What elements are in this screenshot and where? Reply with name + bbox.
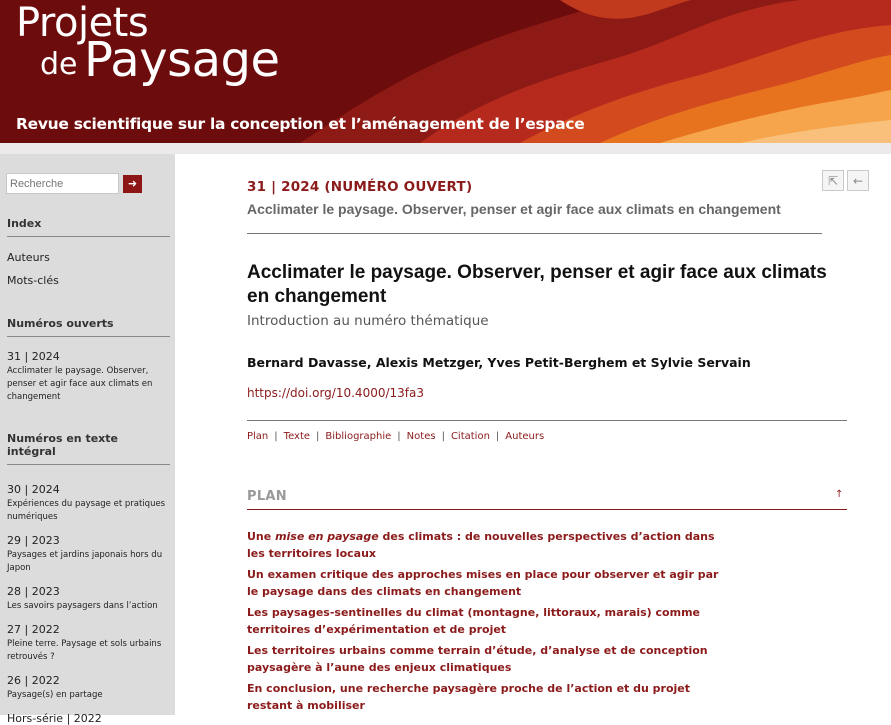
- index-link-authors[interactable]: Auteurs: [7, 251, 50, 264]
- issue-number[interactable]: 27 | 2022: [7, 623, 60, 636]
- divider: [247, 420, 847, 421]
- issue-number[interactable]: Hors-série | 2022: [7, 712, 102, 725]
- plan-item-text[interactable]: Un examen critique des approches mises en place pour observer et agir par le paysage dans des climats en changement: [247, 568, 719, 598]
- article-title: Acclimater le paysage. Observer, penser et agir face aux climats en changement: [247, 262, 827, 307]
- plan-item-text[interactable]: En conclusion, une recherche paysagère proche de l’action et du projet restant à mobiliser: [247, 682, 691, 712]
- article-subtitle: Introduction au numéro thématique: [247, 313, 489, 329]
- full-text-heading: Numéros en texte intégral: [7, 432, 170, 465]
- plan-divider: [247, 509, 847, 510]
- section-link-plan[interactable]: Plan: [247, 431, 269, 442]
- issue-title[interactable]: Paysage(s) en partage: [7, 690, 103, 700]
- index-section: [7, 217, 170, 287]
- search-input[interactable]: [6, 173, 119, 194]
- issue-title-heading[interactable]: Acclimater le paysage. Observer, penser et agir face aux climats en changement: [247, 201, 781, 217]
- plan-item[interactable]: [247, 642, 727, 676]
- issue-item[interactable]: [7, 674, 170, 702]
- section-links: [247, 431, 544, 442]
- issue-title[interactable]: Expériences du paysage et pratiques numériques: [7, 499, 166, 522]
- plan-item-emphasis[interactable]: mise en paysage: [275, 530, 379, 543]
- issue-number[interactable]: 29 | 2023: [7, 534, 60, 547]
- section-link-authors[interactable]: Auteurs: [505, 431, 545, 442]
- issue-item[interactable]: [7, 534, 170, 575]
- site-tagline: Revue scientifique sur la conception et l’aménagement de l’espace: [16, 115, 585, 133]
- plan-item-text[interactable]: Les paysages-sentinelles du climat (montagne, littoraux, marais) comme territoires d’expérimentation et de projet: [247, 606, 700, 636]
- plan-heading: PLAN: [247, 489, 287, 504]
- section-link-text[interactable]: Texte: [283, 431, 311, 442]
- issue-title[interactable]: Paysages et jardins japonais hors du Japon: [7, 550, 163, 573]
- full-text-issues-section: [7, 432, 170, 725]
- banner-divider: [0, 143, 891, 154]
- separator: |: [316, 431, 320, 442]
- plan-item[interactable]: [247, 604, 727, 638]
- section-link-citation[interactable]: Citation: [450, 431, 490, 442]
- plan-item-text[interactable]: des climats : de nouvelles perspectives d’action dans les territoires locaux: [247, 530, 715, 560]
- article-authors[interactable]: Bernard Davasse, Alexis Metzger, Yves Petit-Berghem et Sylvie Servain: [247, 355, 751, 370]
- section-link-notes[interactable]: Notes: [406, 431, 436, 442]
- arrow-right-icon: ➜: [127, 177, 138, 190]
- plan-item-text[interactable]: Les territoires urbains comme terrain d’étude, d’analyse et de conception paysagère à l’aune des enjeux climatiques: [247, 644, 708, 674]
- issue-number[interactable]: 26 | 2022: [7, 674, 60, 687]
- divider: [247, 233, 822, 234]
- logo-paysage[interactable]: Paysage: [84, 32, 280, 88]
- separator: |: [274, 431, 278, 442]
- logo-de[interactable]: de: [40, 47, 78, 82]
- plan-item[interactable]: [247, 528, 727, 562]
- open-issues-section: [7, 317, 170, 404]
- section-link-bibliography[interactable]: Bibliographie: [325, 431, 392, 442]
- go-up-icon[interactable]: ⇱: [822, 170, 844, 191]
- back-arrow-icon[interactable]: ←: [847, 170, 869, 191]
- sidebar: [0, 154, 175, 725]
- issue-number[interactable]: 31 | 2024: [7, 350, 60, 363]
- site-banner[interactable]: [0, 0, 891, 143]
- issue-number-heading[interactable]: 31 | 2024 (NUMÉRO OUVERT): [247, 179, 473, 195]
- issue-title[interactable]: Acclimater le paysage. Observer, penser et agir face aux climats en changement: [7, 366, 153, 402]
- plan-item-text[interactable]: Une: [247, 530, 276, 543]
- open-issues-heading: Numéros ouverts: [7, 317, 170, 337]
- search-submit-button[interactable]: [123, 175, 142, 193]
- issue-item[interactable]: [7, 623, 170, 664]
- issue-number[interactable]: 30 | 2024: [7, 483, 60, 496]
- plan-item[interactable]: [247, 566, 727, 600]
- issue-item[interactable]: [7, 712, 170, 725]
- search-form: [6, 173, 142, 194]
- issue-title[interactable]: Pleine terre. Paysage et sols urbains retrouvés ?: [7, 639, 162, 662]
- back-to-top-icon[interactable]: ↑: [835, 489, 844, 500]
- separator: |: [495, 431, 500, 442]
- doi-link[interactable]: https://doi.org/10.4000/13fa3: [247, 386, 424, 400]
- index-heading: Index: [7, 217, 170, 237]
- separator: |: [397, 431, 401, 442]
- logo-projets[interactable]: Projets: [16, 0, 149, 46]
- index-link-keywords[interactable]: Mots-clés: [7, 274, 59, 287]
- issue-item[interactable]: [7, 585, 170, 613]
- issue-title[interactable]: Les savoirs paysagers dans l’action: [7, 601, 158, 611]
- open-issue-item[interactable]: [7, 350, 170, 404]
- page-nav: [822, 170, 869, 191]
- plan-list: [247, 528, 727, 718]
- separator: |: [441, 431, 445, 442]
- issue-number[interactable]: 28 | 2023: [7, 585, 60, 598]
- plan-item[interactable]: [247, 680, 727, 714]
- issue-item[interactable]: [7, 483, 170, 524]
